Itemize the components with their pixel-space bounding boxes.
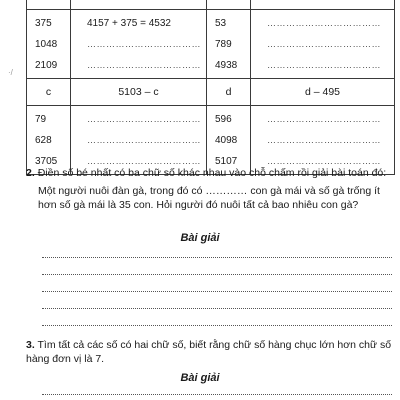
c-value: 375 — [35, 18, 52, 29]
answer-line — [42, 257, 392, 258]
answer-line — [42, 291, 392, 292]
expr-blank: ……………………………… — [267, 60, 381, 70]
d-exprs-bottom — [251, 106, 395, 175]
question-2-prompt-text: Điền số bé nhất có ba chữ số khác nhau vào chỗ chấm rồi giải bài toán đó: — [37, 167, 387, 179]
c-value: 79 — [35, 114, 47, 125]
d-values-bottom — [207, 106, 251, 175]
d-value: 4098 — [215, 135, 238, 146]
table-header-row — [27, 79, 395, 106]
c-value: 1048 — [35, 39, 58, 50]
d-values-top — [207, 10, 251, 79]
header-5103-minus-c: 5103 – c — [71, 79, 207, 106]
expr-blank: ……………………………… — [267, 18, 381, 28]
answer-line — [42, 308, 392, 309]
table-block-top — [27, 10, 395, 79]
expr-blank: ……………………………… — [87, 156, 201, 166]
question-3-prompt — [26, 338, 392, 366]
c-exprs-bottom — [71, 106, 207, 175]
d-value: 789 — [215, 39, 232, 50]
table-block-bottom — [27, 106, 395, 175]
d-value: 53 — [215, 18, 227, 29]
d-value: 5107 — [215, 156, 238, 167]
solution-title-q3: Bài giải — [180, 372, 220, 384]
math-table-container — [26, 0, 394, 175]
header-d: d — [207, 79, 251, 106]
question-2 — [26, 166, 392, 212]
d-value: 596 — [215, 114, 232, 125]
expr-blank: ……………………………… — [267, 39, 381, 49]
expr-blank: ……………………………… — [267, 156, 381, 166]
question-3-number: 3. — [26, 339, 35, 351]
question-3 — [26, 338, 392, 366]
table-top-stub-row — [27, 0, 395, 10]
expr-blank: ……………………………… — [87, 39, 201, 49]
question-2-body: Một người nuôi đàn gà, trong đó có ………… con gà mái và số gà trống ít hơn số gà mái là 35 con. Hỏi người đó nuôi tất cả bao nhiêu con gà? — [38, 185, 380, 211]
expr-blank: ……………………………… — [87, 60, 201, 70]
header-d-minus-495: d – 495 — [251, 79, 395, 106]
answer-line — [42, 274, 392, 275]
question-2-prompt — [26, 166, 392, 180]
math-table — [26, 0, 395, 175]
d-value: 4938 — [215, 60, 238, 71]
answer-line — [42, 325, 392, 326]
solution-title-q2: Bài giải — [180, 232, 220, 244]
expr-answer: 4157 + 375 = 4532 — [87, 18, 171, 29]
header-c: c — [27, 79, 71, 106]
c-exprs-top — [71, 10, 207, 79]
stray-mark: ·/ — [8, 68, 13, 77]
expr-blank: ……………………………… — [267, 114, 381, 124]
c-value: 2109 — [35, 60, 58, 71]
c-values-bottom — [27, 106, 71, 175]
answer-line — [42, 394, 392, 395]
c-value: 628 — [35, 135, 52, 146]
question-3-prompt-text: Tìm tất cả các số có hai chữ số, biết rằng chữ số hàng chục lớn hơn chữ số hàng đơn vị là 7. — [26, 339, 392, 365]
c-value: 3705 — [35, 156, 58, 167]
question-2-number: 2. — [26, 167, 35, 179]
expr-blank: ……………………………… — [87, 114, 201, 124]
c-values-top — [27, 10, 71, 79]
expr-blank: ……………………………… — [267, 135, 381, 145]
expr-blank: ……………………………… — [87, 135, 201, 145]
d-exprs-top — [251, 10, 395, 79]
